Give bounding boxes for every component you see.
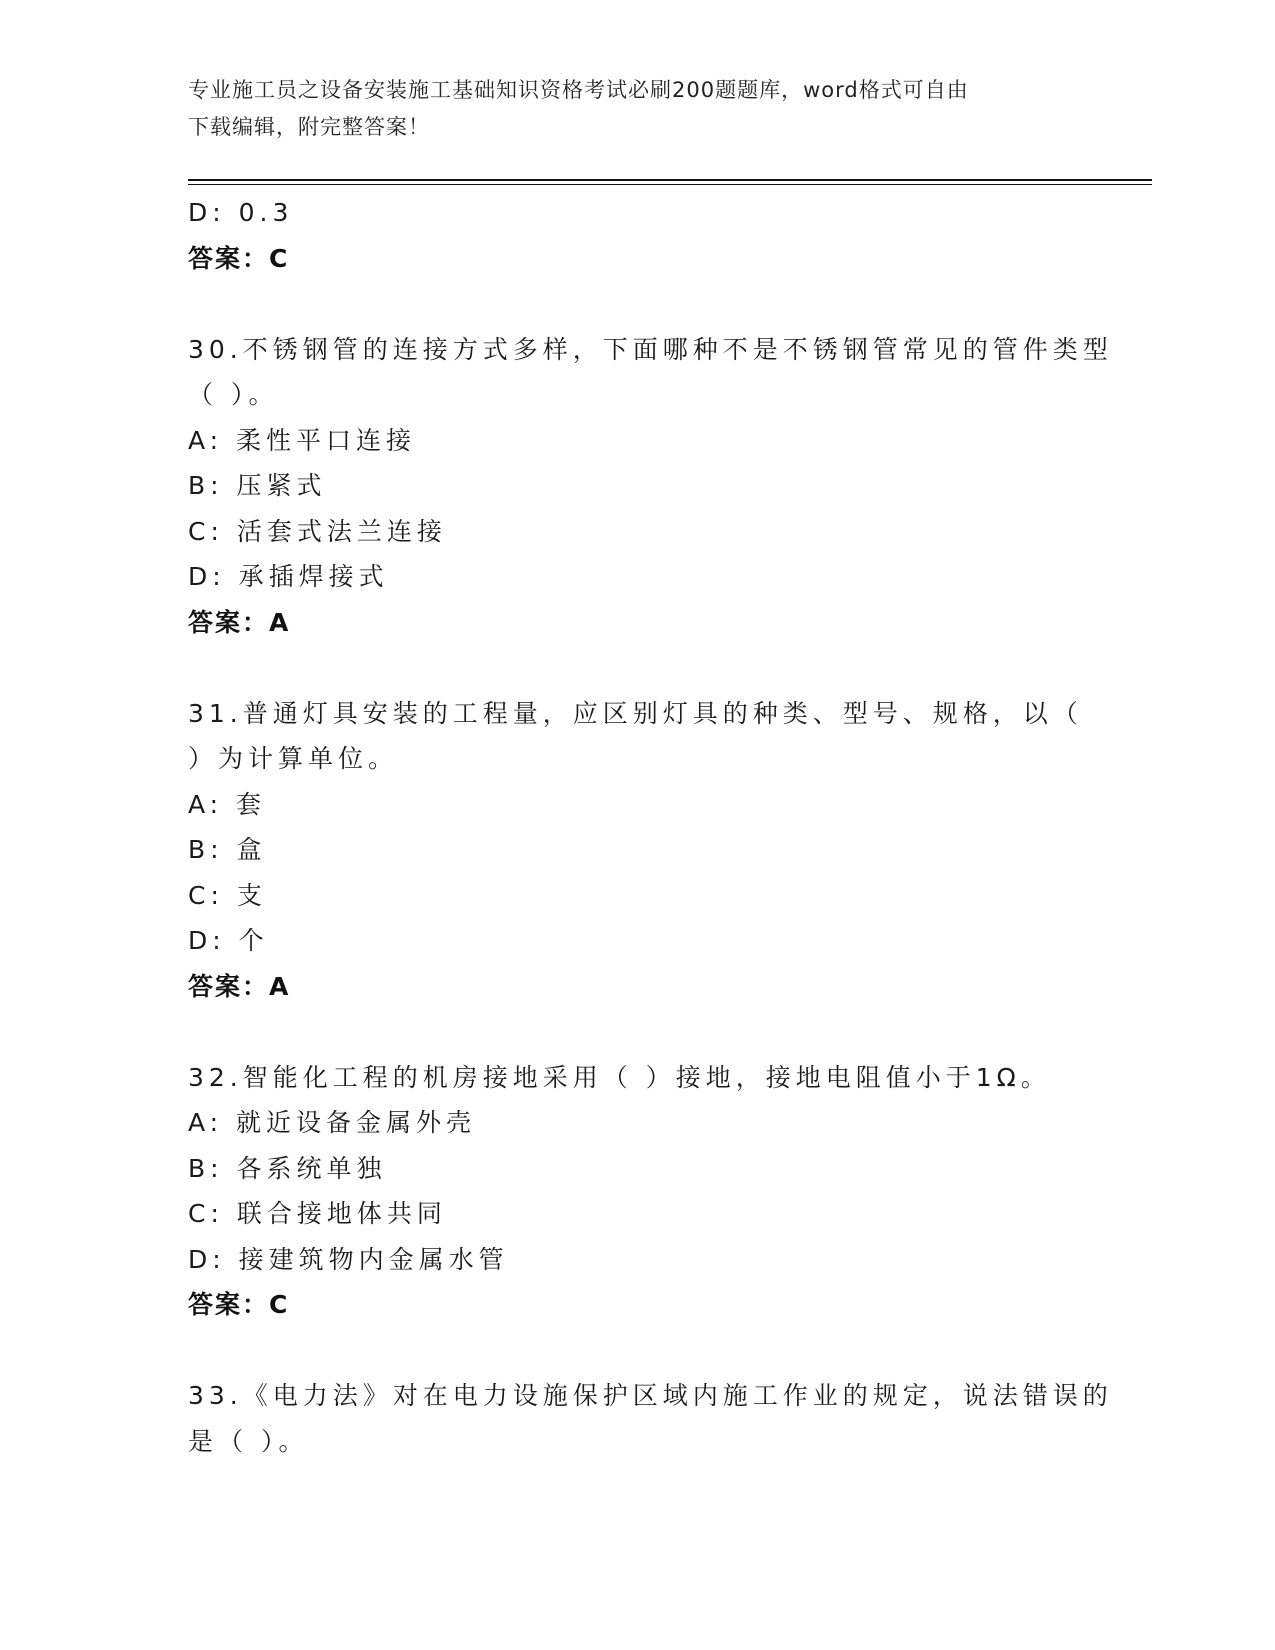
question-31: [188, 691, 1138, 1010]
option-c: C: 支: [188, 880, 267, 910]
option-d: D: 承插焊接式: [188, 562, 389, 591]
option-d: D: 个: [188, 926, 269, 955]
spacer: [188, 1328, 1138, 1374]
question-stem: 31.普通灯具安装的工程量，应区别灯具的种类、型号、规格，以（: [188, 698, 1083, 728]
spacer: [188, 281, 1138, 327]
spacer: [188, 645, 1138, 691]
question-list: [188, 190, 1138, 1464]
header-line-2: 下载编辑，附完整答案！: [188, 115, 430, 139]
answer: 答案：A: [188, 607, 291, 637]
option-d: D: 0.3: [188, 198, 294, 227]
spacer: [188, 1009, 1138, 1055]
question-29-tail: [188, 190, 1138, 281]
option-c: C: 联合接地体共同: [188, 1199, 447, 1228]
document-header: [188, 72, 1088, 146]
option-c: C: 活套式法兰连接: [188, 516, 447, 546]
answer: 答案：C: [188, 1290, 290, 1319]
question-stem: 32.智能化工程的机房接地采用（ ）接地，接地电阻值小于1Ω。: [188, 1062, 1051, 1092]
question-stem-cont: ）为计算单位。: [188, 744, 399, 773]
option-b: B: 各系统单独: [188, 1153, 387, 1183]
question-32: [188, 1055, 1138, 1328]
header-divider-thick: [188, 179, 1152, 181]
answer: 答案：A: [188, 971, 291, 1001]
option-d: D: 接建筑物内金属水管: [188, 1244, 509, 1274]
question-33: [188, 1373, 1138, 1464]
option-a: A: 柔性平口连接: [188, 425, 417, 455]
question-stem: 33.《电力法》对在电力设施保护区域内施工作业的规定，说法错误的: [188, 1381, 1113, 1410]
question-stem-cont: （ ）。: [188, 380, 279, 409]
option-a: A: 就近设备金属外壳: [188, 1108, 477, 1137]
option-a: A: 套: [188, 789, 267, 819]
answer: 答案：C: [188, 243, 290, 273]
header-divider-thin: [188, 184, 1152, 185]
option-b: B: 盒: [188, 835, 267, 864]
header-line-1: 专业施工员之设备安装施工基础知识资格考试必刷200题题库，word格式可自由: [188, 78, 969, 102]
question-30: [188, 327, 1138, 646]
option-b: B: 压紧式: [188, 471, 327, 500]
question-stem-cont: 是（ ）。: [188, 1426, 309, 1456]
question-stem: 30.不锈钢管的连接方式多样，下面哪种不是不锈钢管常见的管件类型: [188, 334, 1113, 364]
